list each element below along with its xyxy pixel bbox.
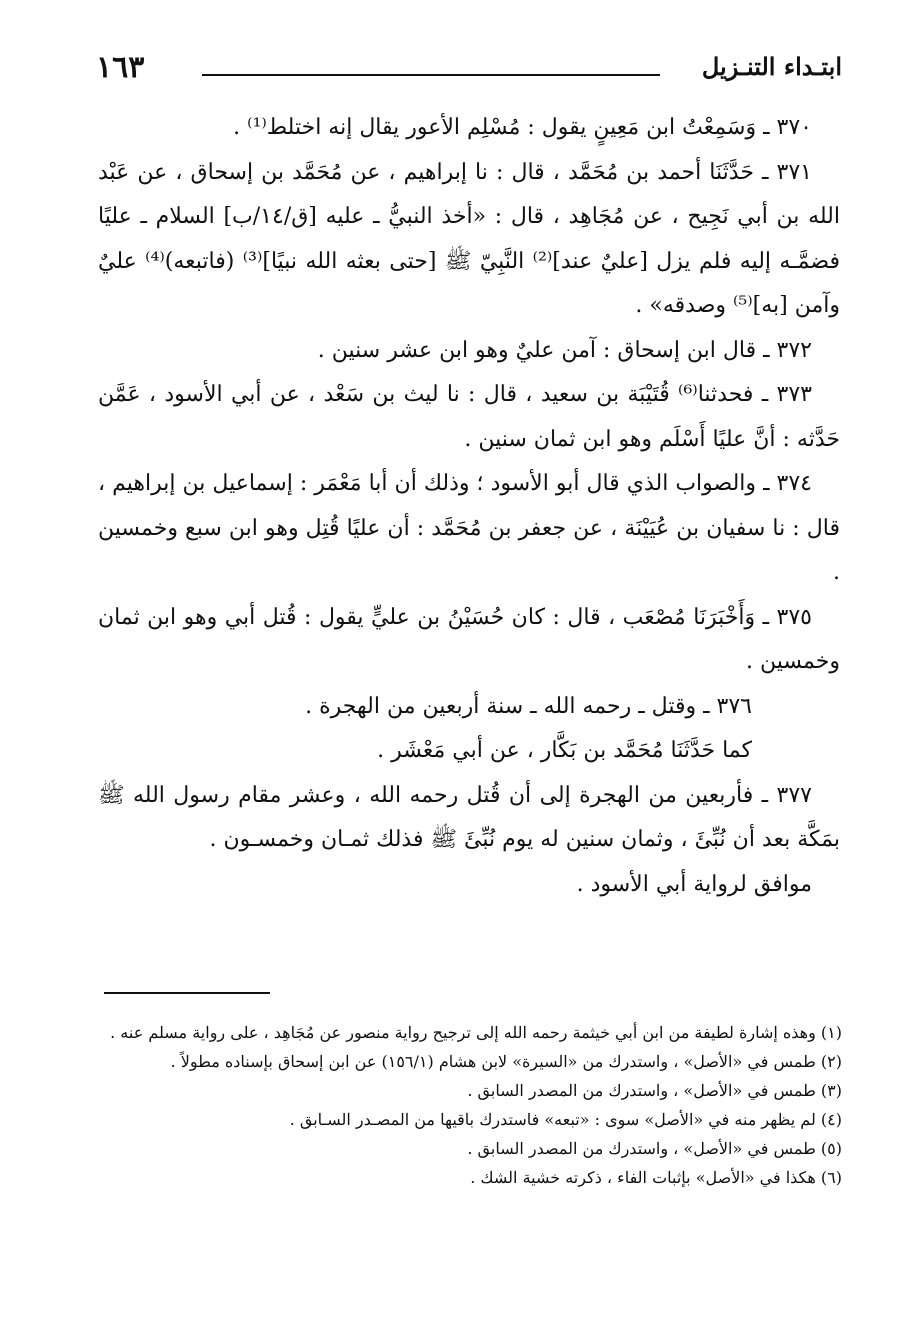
paragraph-374: ٣٧٤ ـ والصواب الذي قال أبو الأسود ؛ وذلك أن أبا مَعْمَر : إسماعيل بن إبراهيم ، قال : نا سفيان بن عُيَيْنَة ، عن جعفر بن مُحَمَّد : أن عليًا قُتِل وهو ابن سبع وخمسين . (98, 471, 840, 585)
footnote-6: (٦) هكذا في «الأصل» بإثبات الفاء ، ذكرته خشية الشك . (470, 1168, 842, 1187)
page-header (96, 52, 842, 92)
running-title: ابتـداء التنـزيل (701, 52, 842, 81)
paragraph-372: ٣٧٢ ـ قال ابن إسحاق : آمن عليٌ وهو ابن عشر سنين . (317, 337, 812, 363)
paragraph-373: ٣٧٣ ـ فحدثنا⁽⁶⁾ قُتَيْبَة بن سعيد ، قال : نا ليث بن سَعْد ، عن أبي الأسود ، عَمَّن حَدَّثه : أنَّ عليًا أَسْلَم وهو ابن ثمان سنين . (98, 382, 840, 452)
paragraph-375: ٣٧٥ ـ وَأَخْبَرَنَا مُصْعَب ، قال : كان حُسَيْنُ بن عليٍّ يقول : قُتل أبي وهو ابن ثمان وخمسين . (98, 604, 840, 674)
footnote-2: (٢) طمس في «الأصل» ، واستدرك من «السيرة» لابن هشام (١٥٦/١) عن ابن إسحاق بإسناده مطولاً . (170, 1052, 842, 1071)
footnote-3: (٣) طمس في «الأصل» ، واستدرك من المصدر السابق . (467, 1081, 842, 1100)
main-text (98, 106, 840, 907)
header-rule (202, 74, 660, 76)
footnotes (86, 1018, 842, 1192)
footnote-separator (104, 992, 270, 994)
paragraph-376: ٣٧٦ ـ وقتل ـ رحمه الله ـ سنة أربعين من الهجرة . (305, 693, 752, 719)
paragraph-371: ٣٧١ ـ حَدَّثَنَا أحمد بن مُحَمَّد ، قال : نا إبراهيم ، عن مُحَمَّد بن إسحاق ، عن عَبْد الله بن أبي نَجِيح ، عن مُجَاهِد ، قال : «أخذ النبيُّ ـ عليه [ق/١٤/ب] السلام ـ عليًا فضمَّـه إليه فلم يزل [عليٌ عند]⁽²⁾ النَّبِيّ ﷺ [حتى بعثه الله نبيًا]⁽³⁾ (فاتبعه)⁽⁴⁾ عليٌ وآمن [به]⁽⁵⁾ وصدقه» . (98, 159, 841, 318)
page-number: ١٦٣ (96, 50, 145, 85)
paragraph-377-conclusion: موافق لرواية أبي الأسود . (576, 871, 812, 897)
footnote-4: (٤) لم يظهر منه في «الأصل» سوى : «تبعه» فاستدرك باقيها من المصـدر السـابق . (289, 1110, 842, 1129)
footnote-1: (١) وهذه إشارة لطيفة من ابن أبي خيثمة رحمه الله إلى ترجيح رواية منصور عن مُجَاهِد ، على رواية مسلم عنه . (110, 1023, 842, 1042)
paragraph-377: ٣٧٧ ـ فأربعين من الهجرة إلى أن قُتل رحمه الله ، وعشر مقام رسول الله ﷺ بمَكَّة بعد أن نُبِّئَ ، وثمان سنين له يوم نُبِّئَ ﷺ فذلك ثمـان وخمسـون . (98, 782, 840, 852)
paragraph-376-isnad: كما حَدَّثَنَا مُحَمَّد بن بَكَّار ، عن أبي مَعْشَر . (377, 738, 752, 763)
paragraph-370: ٣٧٠ ـ وَسَمِعْتُ ابن مَعِينٍ يقول : مُسْلِم الأعور يقال إنه اختلط⁽¹⁾ . (233, 115, 812, 140)
footnote-5: (٥) طمس في «الأصل» ، واستدرك من المصدر السابق . (467, 1139, 842, 1158)
